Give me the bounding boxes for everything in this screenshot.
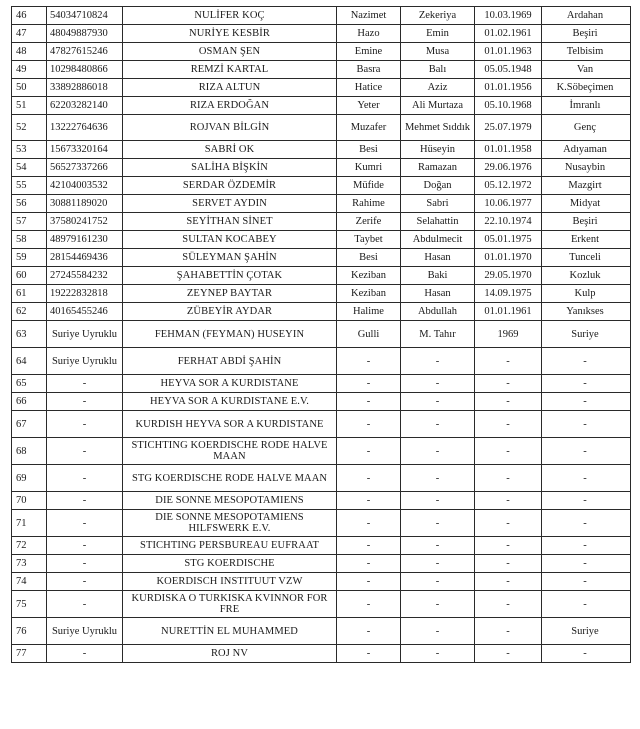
id-number: - [47, 537, 123, 555]
father-name: Emin [401, 25, 475, 43]
row-number: 49 [12, 61, 47, 79]
birth-place: Tunceli [542, 249, 631, 267]
birth-date: - [475, 591, 542, 618]
row-number: 60 [12, 267, 47, 285]
birth-date: - [475, 492, 542, 510]
mother-name: - [337, 375, 401, 393]
table-row [12, 465, 631, 492]
person-name: DIE SONNE MESOPOTAMIENS HILFSWERK E.V. [123, 510, 337, 537]
birth-place: Van [542, 61, 631, 79]
person-name: STICHTING KOERDISCHE RODE HALVE MAAN [123, 438, 337, 465]
person-name: ZEYNEP BAYTAR [123, 285, 337, 303]
table-row [12, 97, 631, 115]
birth-place: - [542, 438, 631, 465]
id-number: 54034710824 [47, 7, 123, 25]
row-number: 59 [12, 249, 47, 267]
father-name: - [401, 591, 475, 618]
birth-place: - [542, 393, 631, 411]
row-number: 52 [12, 115, 47, 141]
mother-name: - [337, 555, 401, 573]
father-name: Hüseyin [401, 141, 475, 159]
row-number: 56 [12, 195, 47, 213]
table-row [12, 267, 631, 285]
person-name: ŞAHABETTİN ÇOTAK [123, 267, 337, 285]
mother-name: - [337, 411, 401, 438]
person-name: KURDISH HEYVA SOR A KURDISTANE [123, 411, 337, 438]
birth-date: 29.05.1970 [475, 267, 542, 285]
father-name: - [401, 411, 475, 438]
birth-place: - [542, 645, 631, 663]
table-row [12, 43, 631, 61]
father-name: Abdullah [401, 303, 475, 321]
birth-place: Beşiri [542, 213, 631, 231]
mother-name: Emine [337, 43, 401, 61]
person-name: SEYİTHAN SİNET [123, 213, 337, 231]
birth-place: Suriye [542, 321, 631, 348]
birth-date: - [475, 555, 542, 573]
table-row [12, 348, 631, 375]
father-name: Hasan [401, 249, 475, 267]
person-name: HEYVA SOR A KURDISTANE [123, 375, 337, 393]
birth-date: 01.01.1963 [475, 43, 542, 61]
birth-date: 1969 [475, 321, 542, 348]
birth-place: K.Söbeçimen [542, 79, 631, 97]
table-row [12, 537, 631, 555]
table-row [12, 618, 631, 645]
person-name: SÜLEYMAN ŞAHİN [123, 249, 337, 267]
father-name: Balı [401, 61, 475, 79]
mother-name: Kumri [337, 159, 401, 177]
father-name: Zekeriya [401, 7, 475, 25]
father-name: - [401, 618, 475, 645]
row-number: 75 [12, 591, 47, 618]
birth-date: 10.03.1969 [475, 7, 542, 25]
mother-name: - [337, 492, 401, 510]
birth-date: - [475, 375, 542, 393]
table-row [12, 411, 631, 438]
father-name: - [401, 348, 475, 375]
birth-place: Genç [542, 115, 631, 141]
id-number: 40165455246 [47, 303, 123, 321]
birth-place: - [542, 465, 631, 492]
father-name: M. Tahır [401, 321, 475, 348]
table-row [12, 25, 631, 43]
mother-name: - [337, 537, 401, 555]
birth-place: İmranlı [542, 97, 631, 115]
birth-date: - [475, 618, 542, 645]
table-row [12, 303, 631, 321]
birth-place: Adıyaman [542, 141, 631, 159]
birth-place: - [542, 555, 631, 573]
mother-name: Müfide [337, 177, 401, 195]
id-number: Suriye Uyruklu [47, 618, 123, 645]
person-name: ROJVAN BİLGİN [123, 115, 337, 141]
table-row [12, 177, 631, 195]
row-number: 53 [12, 141, 47, 159]
person-name: KOERDISCH INSTITUUT VZW [123, 573, 337, 591]
person-name: SERVET AYDIN [123, 195, 337, 213]
id-number: 48979161230 [47, 231, 123, 249]
father-name: Ramazan [401, 159, 475, 177]
birth-date: - [475, 465, 542, 492]
person-name: STG KOERDISCHE RODE HALVE MAAN [123, 465, 337, 492]
row-number: 77 [12, 645, 47, 663]
birth-place: Ardahan [542, 7, 631, 25]
document-table [11, 6, 631, 663]
birth-place: - [542, 492, 631, 510]
table-row [12, 7, 631, 25]
person-name: RIZA ERDOĞAN [123, 97, 337, 115]
id-number: - [47, 591, 123, 618]
father-name: - [401, 375, 475, 393]
birth-place: Suriye [542, 618, 631, 645]
birth-date: - [475, 645, 542, 663]
table-row [12, 555, 631, 573]
row-number: 65 [12, 375, 47, 393]
row-number: 46 [12, 7, 47, 25]
mother-name: Besi [337, 141, 401, 159]
mother-name: - [337, 438, 401, 465]
father-name: Abdulmecit [401, 231, 475, 249]
birth-place: Kulp [542, 285, 631, 303]
person-name: SALİHA BİŞKİN [123, 159, 337, 177]
table-row [12, 438, 631, 465]
person-name: ZÜBEYİR AYDAR [123, 303, 337, 321]
person-name: SERDAR ÖZDEMİR [123, 177, 337, 195]
birth-place: - [542, 537, 631, 555]
person-name: RIZA ALTUN [123, 79, 337, 97]
id-number: - [47, 510, 123, 537]
father-name: - [401, 465, 475, 492]
birth-date: 01.02.1961 [475, 25, 542, 43]
table-row [12, 249, 631, 267]
person-name: FERHAT ABDİ ŞAHİN [123, 348, 337, 375]
father-name: Ali Murtaza [401, 97, 475, 115]
mother-name: - [337, 510, 401, 537]
birth-date: 25.07.1979 [475, 115, 542, 141]
birth-place: - [542, 591, 631, 618]
birth-place: Beşiri [542, 25, 631, 43]
mother-name: Keziban [337, 267, 401, 285]
birth-date: 01.01.1956 [475, 79, 542, 97]
father-name: Sabri [401, 195, 475, 213]
table-row [12, 213, 631, 231]
father-name: Mehmet Sıddık [401, 115, 475, 141]
row-number: 54 [12, 159, 47, 177]
birth-date: 10.06.1977 [475, 195, 542, 213]
birth-place: - [542, 510, 631, 537]
mother-name: Hatice [337, 79, 401, 97]
person-name: HEYVA SOR A KURDISTANE E.V. [123, 393, 337, 411]
row-number: 72 [12, 537, 47, 555]
id-number: - [47, 645, 123, 663]
table-row [12, 61, 631, 79]
father-name: - [401, 645, 475, 663]
birth-date: 05.12.1972 [475, 177, 542, 195]
birth-date: - [475, 348, 542, 375]
birth-place: Mazgirt [542, 177, 631, 195]
table-row [12, 231, 631, 249]
birth-date: 29.06.1976 [475, 159, 542, 177]
person-name: NURETTİN EL MUHAMMED [123, 618, 337, 645]
birth-place: - [542, 348, 631, 375]
id-number: 10298480866 [47, 61, 123, 79]
id-number: 62203282140 [47, 97, 123, 115]
id-number: - [47, 393, 123, 411]
table-row [12, 492, 631, 510]
row-number: 57 [12, 213, 47, 231]
person-name: FEHMAN (FEYMAN) HUSEYIN [123, 321, 337, 348]
row-number: 61 [12, 285, 47, 303]
row-number: 47 [12, 25, 47, 43]
row-number: 50 [12, 79, 47, 97]
mother-name: Halime [337, 303, 401, 321]
birth-place: - [542, 573, 631, 591]
id-number: - [47, 375, 123, 393]
birth-date: 01.01.1958 [475, 141, 542, 159]
id-number: 42104003532 [47, 177, 123, 195]
birth-date: 14.09.1975 [475, 285, 542, 303]
id-number: - [47, 492, 123, 510]
mother-name: - [337, 348, 401, 375]
mother-name: Rahime [337, 195, 401, 213]
birth-place: Erkent [542, 231, 631, 249]
birth-date: - [475, 537, 542, 555]
father-name: - [401, 573, 475, 591]
mother-name: - [337, 618, 401, 645]
id-number: Suriye Uyruklu [47, 321, 123, 348]
mother-name: Besi [337, 249, 401, 267]
father-name: - [401, 537, 475, 555]
table-body [12, 7, 631, 663]
table-row [12, 510, 631, 537]
father-name: Musa [401, 43, 475, 61]
row-number: 68 [12, 438, 47, 465]
row-number: 48 [12, 43, 47, 61]
mother-name: - [337, 465, 401, 492]
person-name: SULTAN KOCABEY [123, 231, 337, 249]
row-number: 58 [12, 231, 47, 249]
birth-date: - [475, 510, 542, 537]
id-number: 37580241752 [47, 213, 123, 231]
row-number: 74 [12, 573, 47, 591]
person-name: KURDISKA O TURKISKA KVINNOR FOR FRE [123, 591, 337, 618]
mother-name: Yeter [337, 97, 401, 115]
mother-name: Nazimet [337, 7, 401, 25]
id-number: - [47, 438, 123, 465]
person-name: SABRİ OK [123, 141, 337, 159]
row-number: 69 [12, 465, 47, 492]
mother-name: Taybet [337, 231, 401, 249]
row-number: 67 [12, 411, 47, 438]
table-row [12, 393, 631, 411]
birth-date: - [475, 411, 542, 438]
row-number: 51 [12, 97, 47, 115]
row-number: 66 [12, 393, 47, 411]
father-name: Doğan [401, 177, 475, 195]
father-name: - [401, 438, 475, 465]
row-number: 70 [12, 492, 47, 510]
id-number: 56527337266 [47, 159, 123, 177]
mother-name: Keziban [337, 285, 401, 303]
person-name: ROJ NV [123, 645, 337, 663]
father-name: - [401, 492, 475, 510]
birth-date: 01.01.1970 [475, 249, 542, 267]
row-number: 76 [12, 618, 47, 645]
table-row [12, 79, 631, 97]
mother-name: - [337, 591, 401, 618]
id-number: 27245584232 [47, 267, 123, 285]
row-number: 64 [12, 348, 47, 375]
table-row [12, 159, 631, 177]
row-number: 73 [12, 555, 47, 573]
birth-date: 05.05.1948 [475, 61, 542, 79]
table-row [12, 591, 631, 618]
row-number: 71 [12, 510, 47, 537]
person-name: DIE SONNE MESOPOTAMIENS [123, 492, 337, 510]
person-name: STG KOERDISCHE [123, 555, 337, 573]
id-number: 47827615246 [47, 43, 123, 61]
table-row [12, 375, 631, 393]
person-name: REMZİ KARTAL [123, 61, 337, 79]
id-number: - [47, 573, 123, 591]
id-number: 15673320164 [47, 141, 123, 159]
mother-name: Gulli [337, 321, 401, 348]
mother-name: - [337, 645, 401, 663]
person-name: STICHTING PERSBUREAU EUFRAAT [123, 537, 337, 555]
id-number: 48049887930 [47, 25, 123, 43]
row-number: 63 [12, 321, 47, 348]
father-name: - [401, 510, 475, 537]
table-row [12, 141, 631, 159]
birth-place: Nusaybin [542, 159, 631, 177]
father-name: Selahattin [401, 213, 475, 231]
table-row [12, 573, 631, 591]
birth-date: - [475, 573, 542, 591]
birth-place: - [542, 411, 631, 438]
father-name: Aziz [401, 79, 475, 97]
mother-name: Zerife [337, 213, 401, 231]
birth-date: 01.01.1961 [475, 303, 542, 321]
birth-place: - [542, 375, 631, 393]
table-row [12, 195, 631, 213]
birth-date: 05.01.1975 [475, 231, 542, 249]
birth-date: - [475, 393, 542, 411]
birth-place: Kozluk [542, 267, 631, 285]
mother-name: - [337, 393, 401, 411]
mother-name: Muzafer [337, 115, 401, 141]
table-row [12, 285, 631, 303]
mother-name: Basra [337, 61, 401, 79]
row-number: 62 [12, 303, 47, 321]
father-name: Baki [401, 267, 475, 285]
mother-name: Hazo [337, 25, 401, 43]
table-row [12, 645, 631, 663]
person-name: NURİYE KESBİR [123, 25, 337, 43]
birth-place: Telbisim [542, 43, 631, 61]
table-row [12, 321, 631, 348]
birth-place: Yanıkses [542, 303, 631, 321]
father-name: - [401, 555, 475, 573]
id-number: - [47, 465, 123, 492]
id-number: - [47, 555, 123, 573]
birth-date: - [475, 438, 542, 465]
person-name: NULİFER KOÇ [123, 7, 337, 25]
birth-date: 22.10.1974 [475, 213, 542, 231]
id-number: - [47, 411, 123, 438]
id-number: 30881189020 [47, 195, 123, 213]
id-number: Suriye Uyruklu [47, 348, 123, 375]
father-name: Hasan [401, 285, 475, 303]
id-number: 33892886018 [47, 79, 123, 97]
person-name: OSMAN ŞEN [123, 43, 337, 61]
row-number: 55 [12, 177, 47, 195]
birth-place: Midyat [542, 195, 631, 213]
id-number: 28154469436 [47, 249, 123, 267]
birth-date: 05.10.1968 [475, 97, 542, 115]
table-row [12, 115, 631, 141]
father-name: - [401, 393, 475, 411]
id-number: 19222832818 [47, 285, 123, 303]
id-number: 13222764636 [47, 115, 123, 141]
mother-name: - [337, 573, 401, 591]
